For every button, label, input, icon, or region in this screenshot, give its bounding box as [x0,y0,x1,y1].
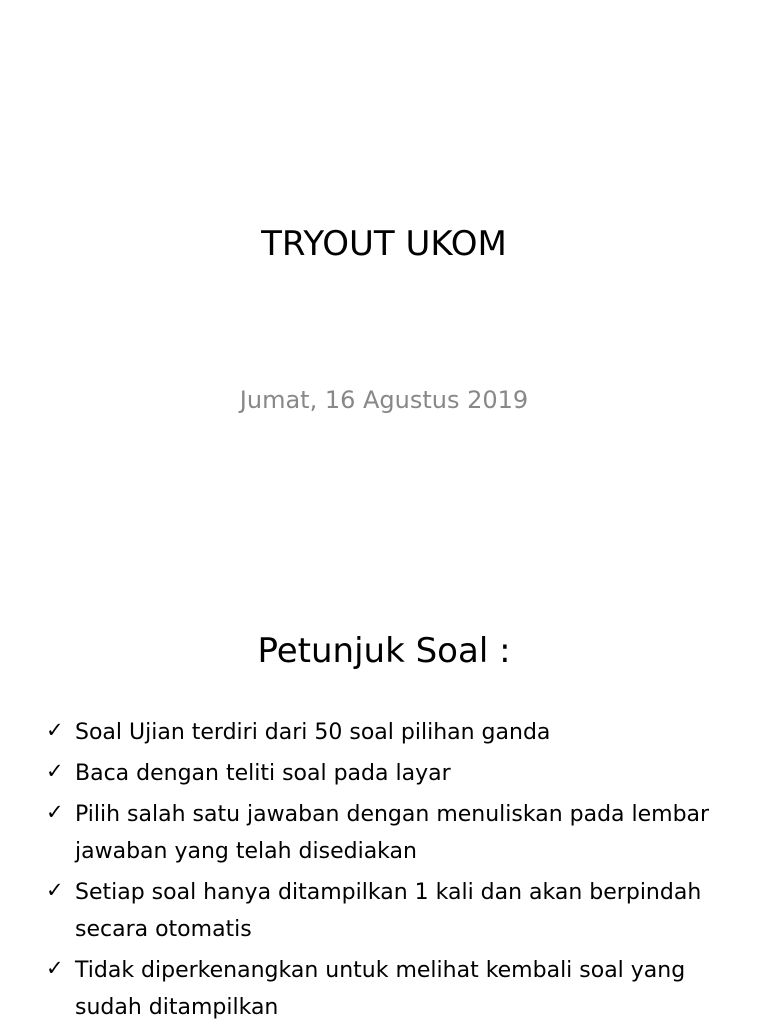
instructions-slide [0,560,768,1024]
instruction-item [46,755,746,792]
check-icon: ✓ [46,956,64,980]
instruction-text: Soal Ujian terdiri dari 50 soal pilihan ganda [75,720,551,745]
slide-subtitle-date: Jumat, 16 Agustus 2019 [239,386,529,414]
check-icon: ✓ [46,759,64,783]
check-icon: ✓ [46,878,64,902]
instruction-item [46,874,746,948]
slide-title: TRYOUT UKOM [261,224,507,264]
instruction-item [46,796,746,870]
instruction-text: Baca dengan teliti soal pada layar [75,761,451,786]
instruction-text: Tidak diperkenangkan untuk melihat kembali soal yang sudah ditampilkan [75,958,686,1020]
instructions-list [46,714,746,1030]
instruction-item [46,714,746,751]
check-icon: ✓ [46,800,64,824]
instruction-text: Pilih salah satu jawaban dengan menuliskan pada lembar jawaban yang telah disediakan [75,802,710,864]
instruction-item [46,952,746,1026]
instruction-text: Setiap soal hanya ditampilkan 1 kali dan akan berpindah secara otomatis [75,880,702,942]
instructions-heading: Petunjuk Soal : [257,631,511,671]
check-icon: ✓ [46,718,64,742]
